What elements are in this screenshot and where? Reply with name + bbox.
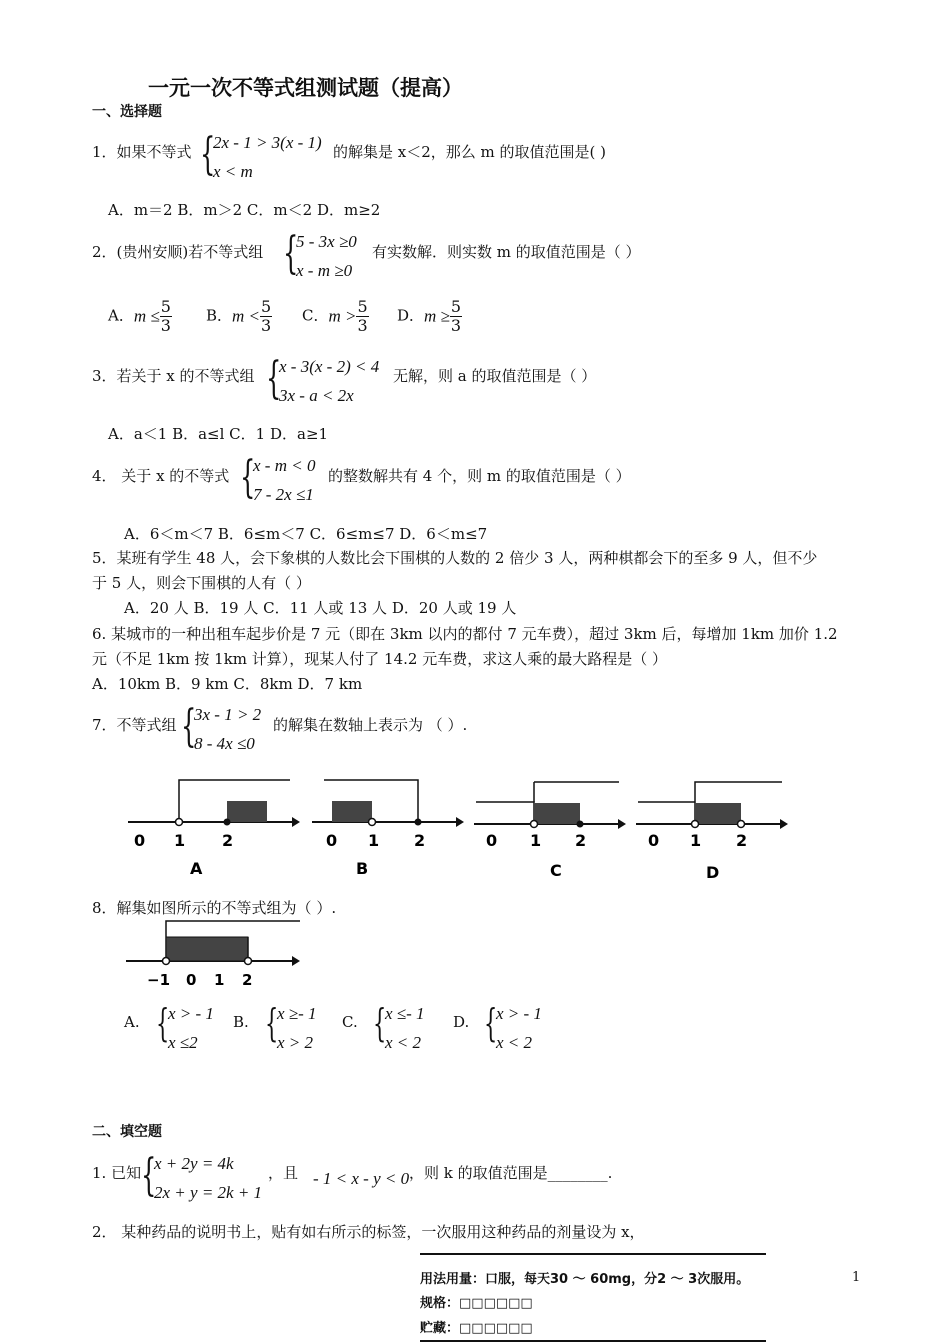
system-line: x > 2 [277, 1033, 314, 1052]
system-line: 8 - 4x ≤0 [194, 734, 255, 753]
figure-d [636, 782, 788, 882]
question-text: 3．若关于 x 的不等式组 [92, 367, 255, 385]
brace: { [141, 1150, 157, 1201]
question-text: ，则 k 的取值范围是________. [409, 1164, 613, 1182]
option-d: D．m ≥ $\frac{5}{3}$ [397, 297, 462, 335]
options: A．10km B．9 km C．8km D．7 km [92, 675, 363, 693]
question-text: 2．(贵州安顺)若不等式组 [92, 243, 264, 261]
brace: { [240, 452, 256, 503]
question-text: 有实数解．则实数 m 的取值范围是（ ） [372, 243, 641, 261]
option-label: C. [342, 1013, 358, 1031]
system-line: x - m ≥0 [296, 261, 353, 280]
tick-label: 2 [242, 971, 253, 989]
tick-label: 0 [486, 831, 498, 850]
number-line-figures [120, 772, 790, 887]
figure-b [312, 780, 464, 878]
system-line: x + 2y = 4k [154, 1154, 234, 1173]
brace: { [156, 1001, 170, 1045]
question-text: 的解集在数轴上表示为 （ ）. [273, 716, 468, 734]
tick-label: 1 [368, 831, 380, 850]
system-line: x < 2 [385, 1033, 422, 1052]
tick-label: −1 [147, 971, 171, 989]
brace: { [484, 1001, 498, 1045]
question-text: 1．如果不等式 [92, 143, 192, 161]
figure-label: C [550, 861, 562, 880]
system-line: 2x - 1 > 3(x - 1) [213, 133, 322, 152]
option-a: A．m ≤ $\frac{5}{3}$ [108, 297, 171, 335]
system-line: x ≤2 [168, 1033, 198, 1052]
question-text: 的整数解共有 4 个，则 m 的取值范围是（ ） [328, 467, 631, 485]
section-heading: 一、选择题 [92, 104, 162, 120]
label-spec: 规格：□□□□□□ [420, 1296, 533, 1311]
system-line: x < 2 [496, 1033, 533, 1052]
tick-label: 1 [690, 831, 702, 850]
question-text: 7．不等式组 [92, 716, 177, 734]
system-line: 3x - 1 > 2 [194, 705, 262, 724]
brace: { [200, 129, 216, 180]
tick-label: 0 [134, 831, 146, 850]
figure-c [474, 782, 626, 880]
label-top-rule [420, 1253, 766, 1255]
options: A．6＜m＜7 B．6≤m＜7 C．6≤m≤7 D．6＜m≤7 [124, 525, 488, 543]
brace: { [181, 701, 197, 752]
tick-label: 0 [186, 971, 197, 989]
number-line-figure [122, 915, 312, 990]
system-line: x ≥- 1 [277, 1004, 317, 1023]
tick-label: 2 [414, 831, 426, 850]
brace: { [265, 1001, 279, 1045]
tick-label: 2 [575, 831, 587, 850]
question-text: ，且 [268, 1164, 299, 1182]
question-text: 于 5 人，则会下围棋的人有（ ） [92, 574, 311, 592]
tick-label: 0 [648, 831, 660, 850]
options: A．a＜1 B．a≤l C．1 D．a≥1 [108, 425, 329, 443]
options: A．m＝2 B．m＞2 C．m＜2 D．m≥2 [108, 201, 381, 219]
tick-label: 2 [222, 831, 234, 850]
option-b: B．m < $\frac{5}{3}$ [206, 297, 272, 335]
tick-label: 0 [326, 831, 338, 850]
option-label: A. [124, 1013, 140, 1031]
system-line: x - m < 0 [253, 456, 316, 475]
condition: - 1 < x - y < 0 [313, 1169, 410, 1188]
tick-label: 1 [174, 831, 186, 850]
question-text: 的解集是 x＜2，那么 m 的取值范围是( ) [333, 143, 607, 161]
fill-question-2: 2． 某种药品的说明书上，贴有如右所示的标签，一次服用这种药品的剂量设为 x， [92, 1223, 645, 1241]
figure-label: D [706, 863, 720, 882]
system-line: x > - 1 [168, 1004, 214, 1023]
brace: { [266, 353, 282, 404]
question-text: 无解，则 a 的取值范围是（ ） [393, 367, 597, 385]
question-text: 5．某班有学生 48 人，会下象棋的人数比会下围棋的人数的 2 倍少 3 人，两种棋都会下的至多 9 人，但不少 [92, 549, 818, 567]
page-title: 一元一次不等式组测试题（提高） [148, 76, 463, 100]
question-text: 4． 关于 x 的不等式 [92, 467, 230, 485]
system-line: x < m [213, 162, 253, 181]
system-line: 5 - 3x ≥0 [296, 232, 357, 251]
figure-a [128, 780, 300, 878]
brace: { [283, 228, 299, 279]
question-text: 8．解集如图所示的不等式组为（ ）. [92, 899, 337, 917]
system-line: 7 - 2x ≤1 [253, 485, 314, 504]
system-line: 2x + y = 2k + 1 [154, 1183, 263, 1202]
page-number: 1 [852, 1270, 861, 1285]
label-bottom-rule [420, 1340, 766, 1342]
label-usage: 用法用量：口服，每天30 ～ 60mg，分2 ～ 3次服用。 [420, 1272, 750, 1287]
question-text: 元（不足 1km 按 1km 计算），现某人付了 14.2 元车费，求这人乘的最大路程是（ ） [92, 650, 667, 668]
system-line: x ≤- 1 [385, 1004, 425, 1023]
section-heading: 二、填空题 [92, 1124, 162, 1140]
figure-label: A [190, 859, 203, 878]
figure-label: B [356, 859, 369, 878]
option-c: C．m > $\frac{5}{3}$ [302, 297, 368, 335]
tick-label: 1 [530, 831, 542, 850]
tick-label: 2 [736, 831, 748, 850]
option-label: B. [233, 1013, 249, 1031]
system-line: x - 3(x - 2) < 4 [279, 357, 380, 376]
options: A．20 人 B．19 人 C．11 人或 13 人 D．20 人或 19 人 [124, 599, 517, 617]
question-text: 6. 某城市的一种出租车起步价是 7 元（即在 3km 以内的都付 7 元车费），超过 3km 后，每增加 1km 加价 1.2 [92, 625, 838, 643]
brace: { [373, 1001, 387, 1045]
tick-label: 1 [214, 971, 225, 989]
label-storage: 贮藏：□□□□□□ [420, 1321, 533, 1336]
system-line: x > - 1 [496, 1004, 542, 1023]
system-line: 3x - a < 2x [279, 386, 354, 405]
question-text: 1. 已知 [92, 1164, 142, 1182]
option-label: D. [453, 1013, 470, 1031]
